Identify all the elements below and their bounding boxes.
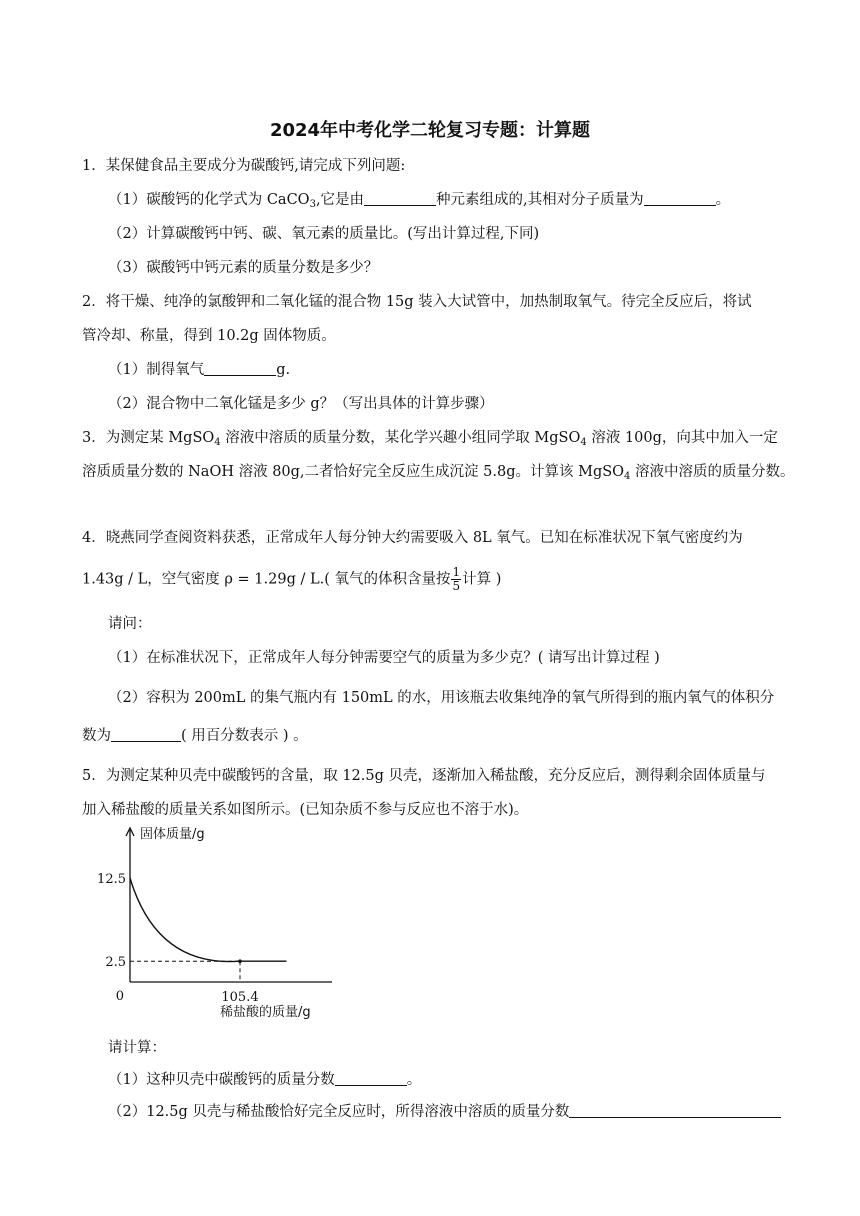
- y-tick-label: 2.5: [105, 955, 126, 971]
- q4-part2-line1: （2）容积为 200mL 的集气瓶内有 150mL 的水，用该瓶去收集纯净的氧气所得到的瓶内氧气的体积分: [108, 690, 775, 706]
- q5-part1: （1）这种贝壳中碳酸钙的质量分数 。: [108, 1072, 422, 1088]
- q4-line1: 4．晓燕同学查阅资料获悉，正常成年人每分钟大约需要吸入 8L 氧气。已知在标准状况下氧气密度约为: [82, 530, 743, 546]
- page-title: 2024年中考化学二轮复习专题：计算题: [269, 120, 591, 141]
- fraction-one-fifth: $\frac{1}{5}$: [452, 565, 461, 593]
- y-tick-label: 12.5: [97, 872, 126, 887]
- answer-blank[interactable]: [644, 190, 716, 206]
- origin-label: 0: [115, 989, 124, 1004]
- q5-line1: 5．为测定某种贝壳中碳酸钙的含量，取 12.5g 贝壳，逐渐加入稀盐酸，充分反应后，测得剩余固体质量与: [82, 768, 766, 784]
- solid-mass-graph: [97, 826, 340, 1026]
- q5-ask: 请计算：: [108, 1040, 166, 1056]
- q2-part2: （2）混合物中二氧化锰是多少 g？（写出具体的计算步骤）: [108, 396, 494, 412]
- q2-stem-line1: 2．将干燥、纯净的氯酸钾和二氧化锰的混合物 15g 装入大试管中，加热制取氧气。待完全反应后，将试: [82, 294, 752, 310]
- q5-part2: （2）12.5g 贝壳与稀盐酸恰好完全反应时，所得溶液中溶质的质量分数: [108, 1102, 781, 1122]
- q1-part3: （3）碳酸钙中钙元素的质量分数是多少？: [108, 260, 379, 276]
- data-point: [238, 959, 242, 963]
- q3-line1: 3．为测定某 MgSO$_4$ 溶液中溶质的质量分数，某化学兴趣小组同学取 MgSO$_4$ 溶液 100g，向其中加入一定: [82, 430, 778, 448]
- q4-ask: 请问：: [108, 616, 152, 632]
- q5-line2: 加入稀盐酸的质量关系如图所示。(已知杂质不参与反应也不溶于水)。: [82, 802, 529, 818]
- data-curve: [130, 878, 287, 962]
- q1-part2: （2）计算碳酸钙中钙、碳、氧元素的质量比。(写出计算过程,下同): [108, 226, 540, 242]
- answer-blank[interactable]: [204, 360, 276, 376]
- answer-blank[interactable]: [335, 1070, 407, 1086]
- x-tick-label: 105.4: [221, 990, 259, 1005]
- x-axis-label: 稀盐酸的质量/g: [220, 1005, 311, 1020]
- q2-stem-line2: 管冷却、称量，得到 10.2g 固体物质。: [82, 328, 336, 344]
- answer-blank[interactable]: [364, 190, 436, 206]
- q3-line2: 溶质质量分数的 NaOH 溶液 80g,二者恰好完全反应生成沉淀 5.8g。计算该 MgSO$_4$ 溶液中溶质的质量分数。: [82, 464, 795, 482]
- y-axis-label: 固体质量/g: [140, 827, 205, 842]
- q4-line2: 1.43g / L，空气密度 ρ = 1.29g / L.( 氧气的体积含量按 $\frac{1}{5}$ 计算 ): [82, 565, 502, 593]
- q4-part1: （1）在标准状况下，正常成年人每分钟需要空气的质量为多少克？( 请写出计算过程 ): [108, 650, 660, 666]
- q1-stem: 1．某保健食品主要成分为碳酸钙,请完成下列问题:: [82, 158, 406, 174]
- answer-blank[interactable]: [111, 726, 181, 742]
- answer-blank[interactable]: [569, 1102, 781, 1118]
- q1-part1: （1）碳酸钙的化学式为 CaCO$_3$,它是由 种元素组成的,其相对分子质量为 。: [108, 192, 731, 210]
- q4-part2-line2: 数为 ( 用百分数表示 ) 。: [82, 728, 308, 744]
- q2-part1: （1）制得氧气 g.: [108, 362, 291, 378]
